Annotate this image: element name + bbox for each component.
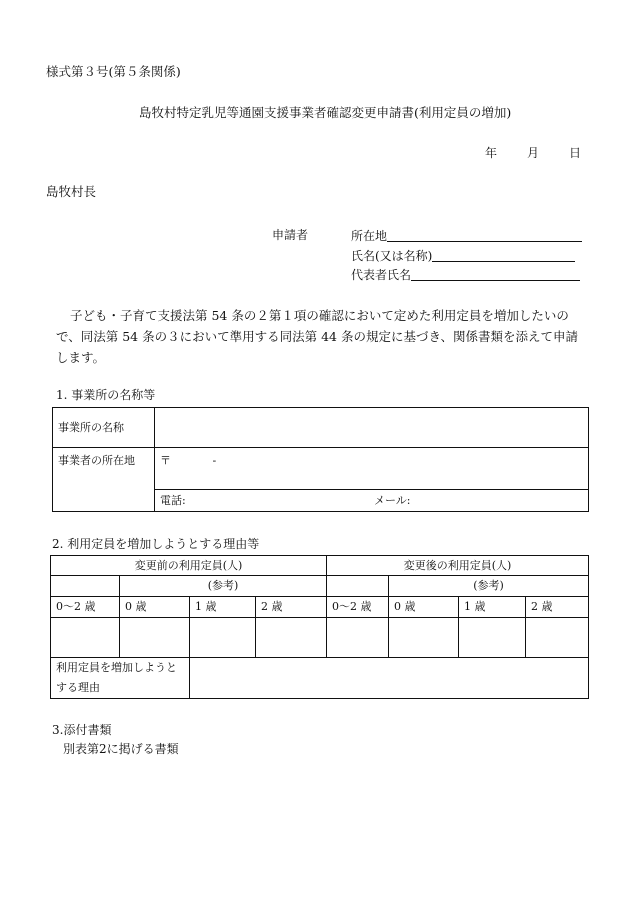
before-col-1: 1 歳 xyxy=(190,597,256,618)
facility-name-input[interactable] xyxy=(155,408,589,448)
before-col-0-2: 0～2 歳 xyxy=(51,597,120,618)
after-input-1[interactable] xyxy=(459,618,526,658)
section2-heading: 2. 利用定員を増加しようとする理由等 xyxy=(52,537,260,551)
after-input-2[interactable] xyxy=(526,618,589,658)
address-blank xyxy=(387,229,582,242)
representative-label: 代表者氏名 xyxy=(351,268,412,282)
reason-input[interactable] xyxy=(190,658,589,699)
after-input-0-2[interactable] xyxy=(327,618,389,658)
address-field[interactable] xyxy=(351,229,582,242)
name-label: 氏名(又は名称) xyxy=(351,249,433,263)
before-reference-label: (参考) xyxy=(120,576,327,597)
addressee: 島牧村長 xyxy=(46,184,97,199)
date-month: 月 xyxy=(527,146,540,160)
after-col-0: 0 歳 xyxy=(389,597,459,618)
representative-blank xyxy=(411,268,580,281)
before-input-0-2[interactable] xyxy=(51,618,120,658)
capacity-table xyxy=(50,555,589,699)
phone-label: 電話: xyxy=(160,493,186,507)
before-input-0[interactable] xyxy=(120,618,190,658)
after-col-1: 1 歳 xyxy=(459,597,526,618)
name-field[interactable] xyxy=(351,249,575,262)
contact-row[interactable] xyxy=(155,490,589,512)
operator-address-label: 事業者の所在地 xyxy=(53,448,155,512)
operator-address-input[interactable] xyxy=(155,448,589,490)
facility-name-label: 事業所の名称 xyxy=(53,408,155,448)
postal-mark: 〒 xyxy=(160,454,171,467)
date-year: 年 xyxy=(485,146,498,160)
after-reference-label: (参考) xyxy=(389,576,589,597)
application-statement: 子ども・子育て支援法第 54 条の２第１項の確認において定めた利用定員を増加したいので、同法第 54 条の３において準用する同法第 44 条の規定に基づき、関係書類を添えて申請します。 xyxy=(56,308,578,365)
after-ref-spacer xyxy=(327,576,389,597)
section1-heading: 1. 事業所の名称等 xyxy=(56,388,156,402)
before-ref-spacer xyxy=(51,576,120,597)
before-input-1[interactable] xyxy=(190,618,256,658)
representative-field[interactable] xyxy=(351,268,580,281)
before-col-0: 0 歳 xyxy=(120,597,190,618)
after-col-2: 2 歳 xyxy=(526,597,589,618)
date-day: 日 xyxy=(569,146,582,160)
form-number: 様式第３号(第５条関係) xyxy=(46,64,181,79)
before-col-2: 2 歳 xyxy=(256,597,327,618)
section3-heading: 3.添付書類 xyxy=(52,723,112,737)
page-title: 島牧村特定乳児等通園支援事業者確認変更申請書(利用定員の増加) xyxy=(139,105,512,120)
after-capacity-header: 変更後の利用定員(人) xyxy=(327,556,589,576)
email-label: メール: xyxy=(374,494,411,507)
address-label: 所在地 xyxy=(351,229,388,243)
facility-table xyxy=(52,407,589,512)
after-input-0[interactable] xyxy=(389,618,459,658)
before-capacity-header: 変更前の利用定員(人) xyxy=(51,556,327,576)
postal-dash: - xyxy=(212,454,217,467)
attachment-item: 別表第2に掲げる書類 xyxy=(63,742,179,756)
before-input-2[interactable] xyxy=(256,618,327,658)
after-col-0-2: 0～2 歳 xyxy=(327,597,389,618)
applicant-label: 申請者 xyxy=(272,228,309,242)
reason-label: 利用定員を増加しようとする理由 xyxy=(51,658,190,699)
name-blank xyxy=(432,249,575,262)
